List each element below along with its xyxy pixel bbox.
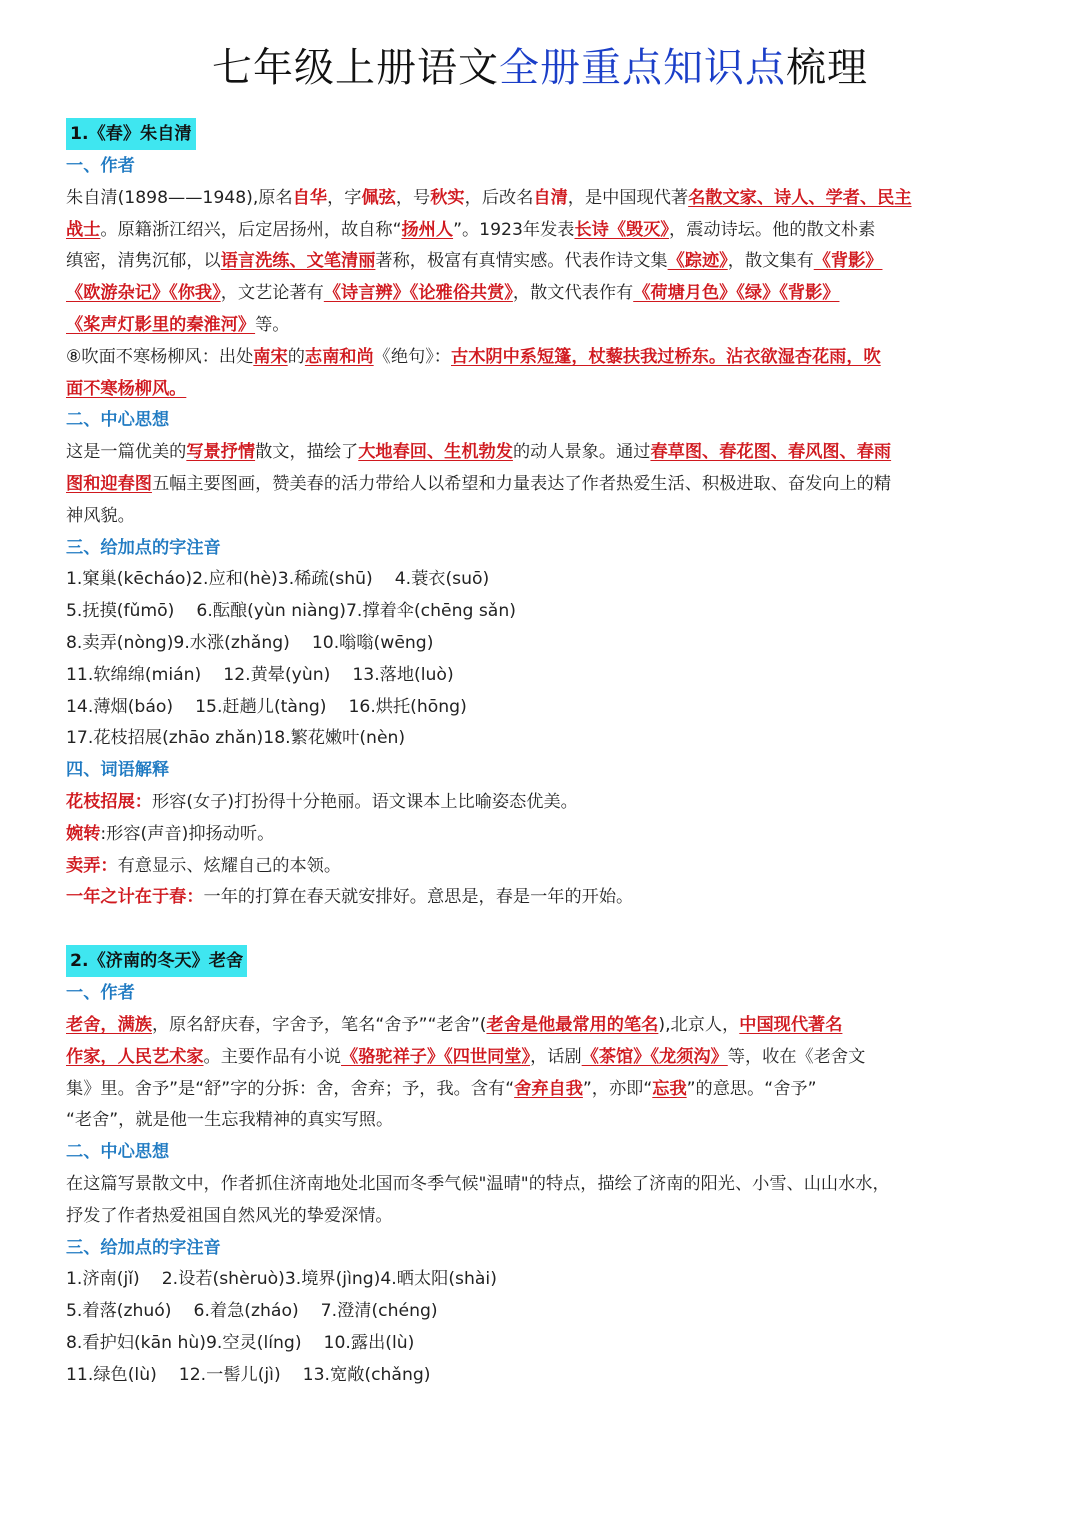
text-run: ，文艺论著有 (220, 283, 324, 304)
text-run: 缜密，清隽沉郁，以 (66, 251, 221, 272)
pinyin-item: 10.露出(lù) (323, 1332, 415, 1353)
text-run: ，震动诗坛。他的散文朴素 (669, 219, 876, 240)
highlight-run: 长诗《毁灭》 (574, 219, 669, 240)
vocab-term: 卖弄： (66, 855, 118, 876)
pinyin-item: 14.薄烟(báo) (66, 696, 174, 717)
section-heading: 二、中心思想 (66, 1142, 170, 1163)
text-run: 散文，描绘了 (255, 442, 359, 463)
highlight-run: 佩弦 (361, 187, 396, 208)
text-run: ，原名舒庆春，字舍予，笔名“舍予”“老舍”( (151, 1014, 487, 1035)
section-heading: 二、中心思想 (66, 410, 170, 431)
highlight-run: 语言洗练、文笔清丽 (220, 251, 376, 272)
pinyin-list (66, 564, 1016, 755)
pinyin-line (66, 660, 1016, 692)
text-run: ，字 (327, 187, 362, 208)
title-part-1: 七年级上册语文 (212, 45, 499, 91)
text-run: 的动人景象。通过 (512, 442, 651, 463)
spacer (66, 914, 1016, 944)
title-part-3: 梳理 (786, 45, 868, 91)
text-run: 等，收在《老舍文 (727, 1046, 866, 1067)
text-run: 《绝句》： (373, 346, 451, 367)
text-run: ，是中国现代著 (567, 187, 689, 208)
vocab-definition: 有意显示、炫耀自己的本领。 (117, 855, 342, 876)
section-heading: 四、词语解释 (66, 760, 170, 781)
highlight-run: 古木阴中系短篷，杖藜扶我过桥东。沾衣欲湿杏花雨，吹 (451, 346, 881, 367)
text-run: 。主要作品有小说 (203, 1046, 342, 1067)
lesson-heading: 2.《济南的冬天》老舍 (66, 945, 247, 977)
highlight-run: 《骆驼祥子》《四世同堂》 (341, 1046, 531, 1067)
text-line (66, 246, 1016, 278)
pinyin-line (66, 1296, 1016, 1328)
highlight-run: 《踪迹》 (667, 251, 728, 272)
text-run: ，号 (395, 187, 431, 208)
highlight-run: 《欧游杂记》《你我》 (66, 283, 221, 304)
text-run: ”的意思。“舍予” (686, 1078, 817, 1099)
text-line (66, 1169, 1016, 1201)
text-run: ”。1923年发表 (453, 219, 575, 240)
highlight-run: 《茶馆》《龙须沟》 (581, 1046, 728, 1067)
highlight-run: 老舍是他最常用的笔名 (486, 1014, 659, 1035)
highlight-run: 自华 (292, 187, 328, 208)
page-title (0, 38, 1080, 98)
pinyin-item: 6.着急(zháo) (193, 1301, 299, 1322)
text-line (66, 1042, 1016, 1074)
pinyin-line (66, 692, 1016, 724)
vocab-term: 花枝招展： (66, 791, 152, 812)
text-run: 在这篇写景散文中，作者抓住济南地处北国而冬季气候"温晴"的特点，描绘了济南的阳光、小雪、山山水水， (66, 1173, 890, 1194)
pinyin-item: 8.看护妇(kān hù)9.空灵(líng) (66, 1332, 302, 1353)
text-run: 五幅主要图画，赞美春的活力带给人以希望和力量表达了作者热爱生活、积极进取、奋发向上的精 (151, 473, 892, 494)
vocab-term: 婉转 (66, 823, 101, 844)
pinyin-line (66, 596, 1016, 628)
pinyin-item: 12.一髻儿(jì) (178, 1364, 281, 1385)
text-run: 著称，极富有真情实感。代表作诗文集 (375, 251, 668, 272)
author-paragraph (66, 1010, 1016, 1137)
highlight-run: 图和迎春图 (66, 473, 152, 494)
section-heading: 一、作者 (66, 156, 135, 176)
section-heading: 三、给加点的字注音 (66, 537, 221, 558)
content (66, 117, 1016, 1391)
text-run: 等。 (255, 314, 290, 335)
highlight-run: 舍弃自我 (514, 1078, 583, 1099)
highlight-run: 名散文家、诗人、学者、民主 (688, 187, 912, 208)
highlight-run: 大地春回、生机勃发 (358, 442, 513, 463)
pinyin-item: 7.澄清(chéng) (320, 1301, 438, 1322)
text-run: ⑧吹面不寒杨柳风：出处 (66, 346, 254, 367)
pinyin-line (66, 723, 1016, 755)
theme-paragraph (66, 437, 1016, 532)
highlight-run: 春草图、春花图、春风图、春雨 (650, 442, 892, 463)
pinyin-line (66, 1360, 1016, 1392)
highlight-run: 《诗言辨》《论雅俗共赏》 (323, 283, 513, 304)
highlight-run: 《桨声灯影里的秦淮河》 (66, 314, 256, 335)
text-run: ，话剧 (530, 1046, 582, 1067)
text-line (66, 183, 1016, 215)
text-run: ”，亦即“ (582, 1078, 653, 1099)
highlight-run: 写景抒情 (186, 442, 256, 463)
text-run: 神风貌。 (66, 505, 135, 526)
pinyin-item: 12.黄晕(yùn) (223, 664, 331, 685)
highlight-run: 中国现代著名 (739, 1014, 843, 1035)
pinyin-item: 2.设若(shèruò)3.境界(jìng)4.晒太阳(shài) (161, 1269, 497, 1290)
text-line (66, 501, 1016, 533)
lesson-2 (66, 944, 1016, 1391)
pinyin-item: 8.卖弄(nòng)9.水涨(zhǎng) (66, 632, 290, 653)
highlight-run: 扬州人 (401, 219, 454, 240)
text-line (66, 1105, 1016, 1137)
highlight-run: 《背影》 (813, 251, 883, 272)
text-line (66, 469, 1016, 501)
vocab-list (66, 787, 1016, 914)
pinyin-line (66, 1328, 1016, 1360)
vocab-item (66, 882, 1016, 914)
pinyin-item: 5.抚摸(fǔmō) (66, 601, 175, 622)
text-run: 。原籍浙江绍兴，后定居扬州，故自称“ (100, 219, 402, 240)
pinyin-item: 13.宽敞(chǎng) (302, 1364, 431, 1385)
highlight-run: 老舍，满族 (66, 1014, 152, 1035)
highlight-run: 秋实 (430, 187, 465, 208)
lesson-heading: 1.《春》朱自清 (66, 118, 196, 150)
text-run: 集》里。舍予”是“舒”字的分拆：舍，舍弃；予，我。含有“ (66, 1078, 515, 1099)
pinyin-item: 16.烘托(hōng) (348, 696, 467, 717)
highlight-run: 战士 (66, 219, 101, 240)
text-line (66, 342, 1016, 374)
pinyin-item: 17.花枝招展(zhāo zhǎn)18.繁花嫩叶(nèn) (66, 728, 406, 749)
pinyin-item: 1.窠巢(kēcháo)2.应和(hè)3.稀疏(shū) (66, 569, 373, 590)
text-run: 朱自清(1898——1948),原名 (66, 187, 293, 208)
title-part-2: 全册重点知识点 (499, 45, 786, 91)
pinyin-line (66, 564, 1016, 596)
pinyin-item: 4.蓑衣(suō) (394, 569, 490, 590)
text-run: 的 (287, 346, 305, 367)
text-line (66, 278, 1016, 310)
pinyin-item: 13.落地(luò) (352, 664, 454, 685)
theme-paragraph (66, 1169, 1016, 1233)
pinyin-item: 10.嗡嗡(wēng) (311, 632, 434, 653)
text-line (66, 310, 1016, 342)
pinyin-line (66, 628, 1016, 660)
pinyin-item: 1.济南(jǐ) (66, 1269, 140, 1290)
pinyin-item: 11.软绵绵(mián) (66, 664, 202, 685)
text-line (66, 1201, 1016, 1233)
pinyin-item: 15.赶趟儿(tàng) (195, 696, 327, 717)
text-line (66, 374, 1016, 406)
highlight-run: 志南和尚 (304, 346, 374, 367)
text-line (66, 437, 1016, 469)
pinyin-list (66, 1264, 1016, 1391)
text-run: 抒发了作者热爱祖国自然风光的挚爱深情。 (66, 1205, 393, 1226)
pinyin-line (66, 1264, 1016, 1296)
highlight-run: 面不寒杨柳风。 (66, 378, 187, 399)
pinyin-item: 6.酝酿(yùn niàng)7.撑着伞(chēng sǎn) (196, 601, 516, 622)
text-line (66, 215, 1016, 247)
highlight-run: 忘我 (652, 1078, 687, 1099)
text-run: ),北京人， (658, 1014, 740, 1035)
vocab-definition: 一年的打算在春天就安排好。意思是，春是一年的开始。 (203, 887, 634, 908)
section-heading: 三、给加点的字注音 (66, 1237, 221, 1258)
vocab-item (66, 851, 1016, 883)
vocab-term: 一年之计在于春： (66, 887, 204, 908)
text-line (66, 1010, 1016, 1042)
highlight-run: 南宋 (253, 346, 288, 367)
vocab-definition: 形容(女子)打扮得十分艳丽。语文课本上比喻姿态优美。 (151, 791, 578, 812)
text-run: ，散文代表作有 (512, 283, 634, 304)
lesson-1 (66, 117, 1016, 914)
vocab-definition: :形容(声音)抑扬动听。 (100, 823, 275, 844)
highlight-run: 作家，人民艺术家 (66, 1046, 204, 1067)
text-run: ，后改名 (464, 187, 534, 208)
highlight-run: 自清 (533, 187, 568, 208)
vocab-item (66, 819, 1016, 851)
section-heading: 一、作者 (66, 983, 135, 1004)
highlight-run: 《荷塘月色》《绿》《背影》 (633, 283, 840, 304)
text-run: 这是一篇优美的 (66, 442, 187, 463)
author-paragraph (66, 183, 1016, 406)
pinyin-item: 11.绿色(lù) (66, 1364, 157, 1385)
pinyin-item: 5.着落(zhuó) (66, 1301, 172, 1322)
text-run: “老舍”，就是他一生忘我精神的真实写照。 (66, 1110, 394, 1131)
text-run: ，散文集有 (727, 251, 814, 272)
text-line (66, 1074, 1016, 1106)
vocab-item (66, 787, 1016, 819)
